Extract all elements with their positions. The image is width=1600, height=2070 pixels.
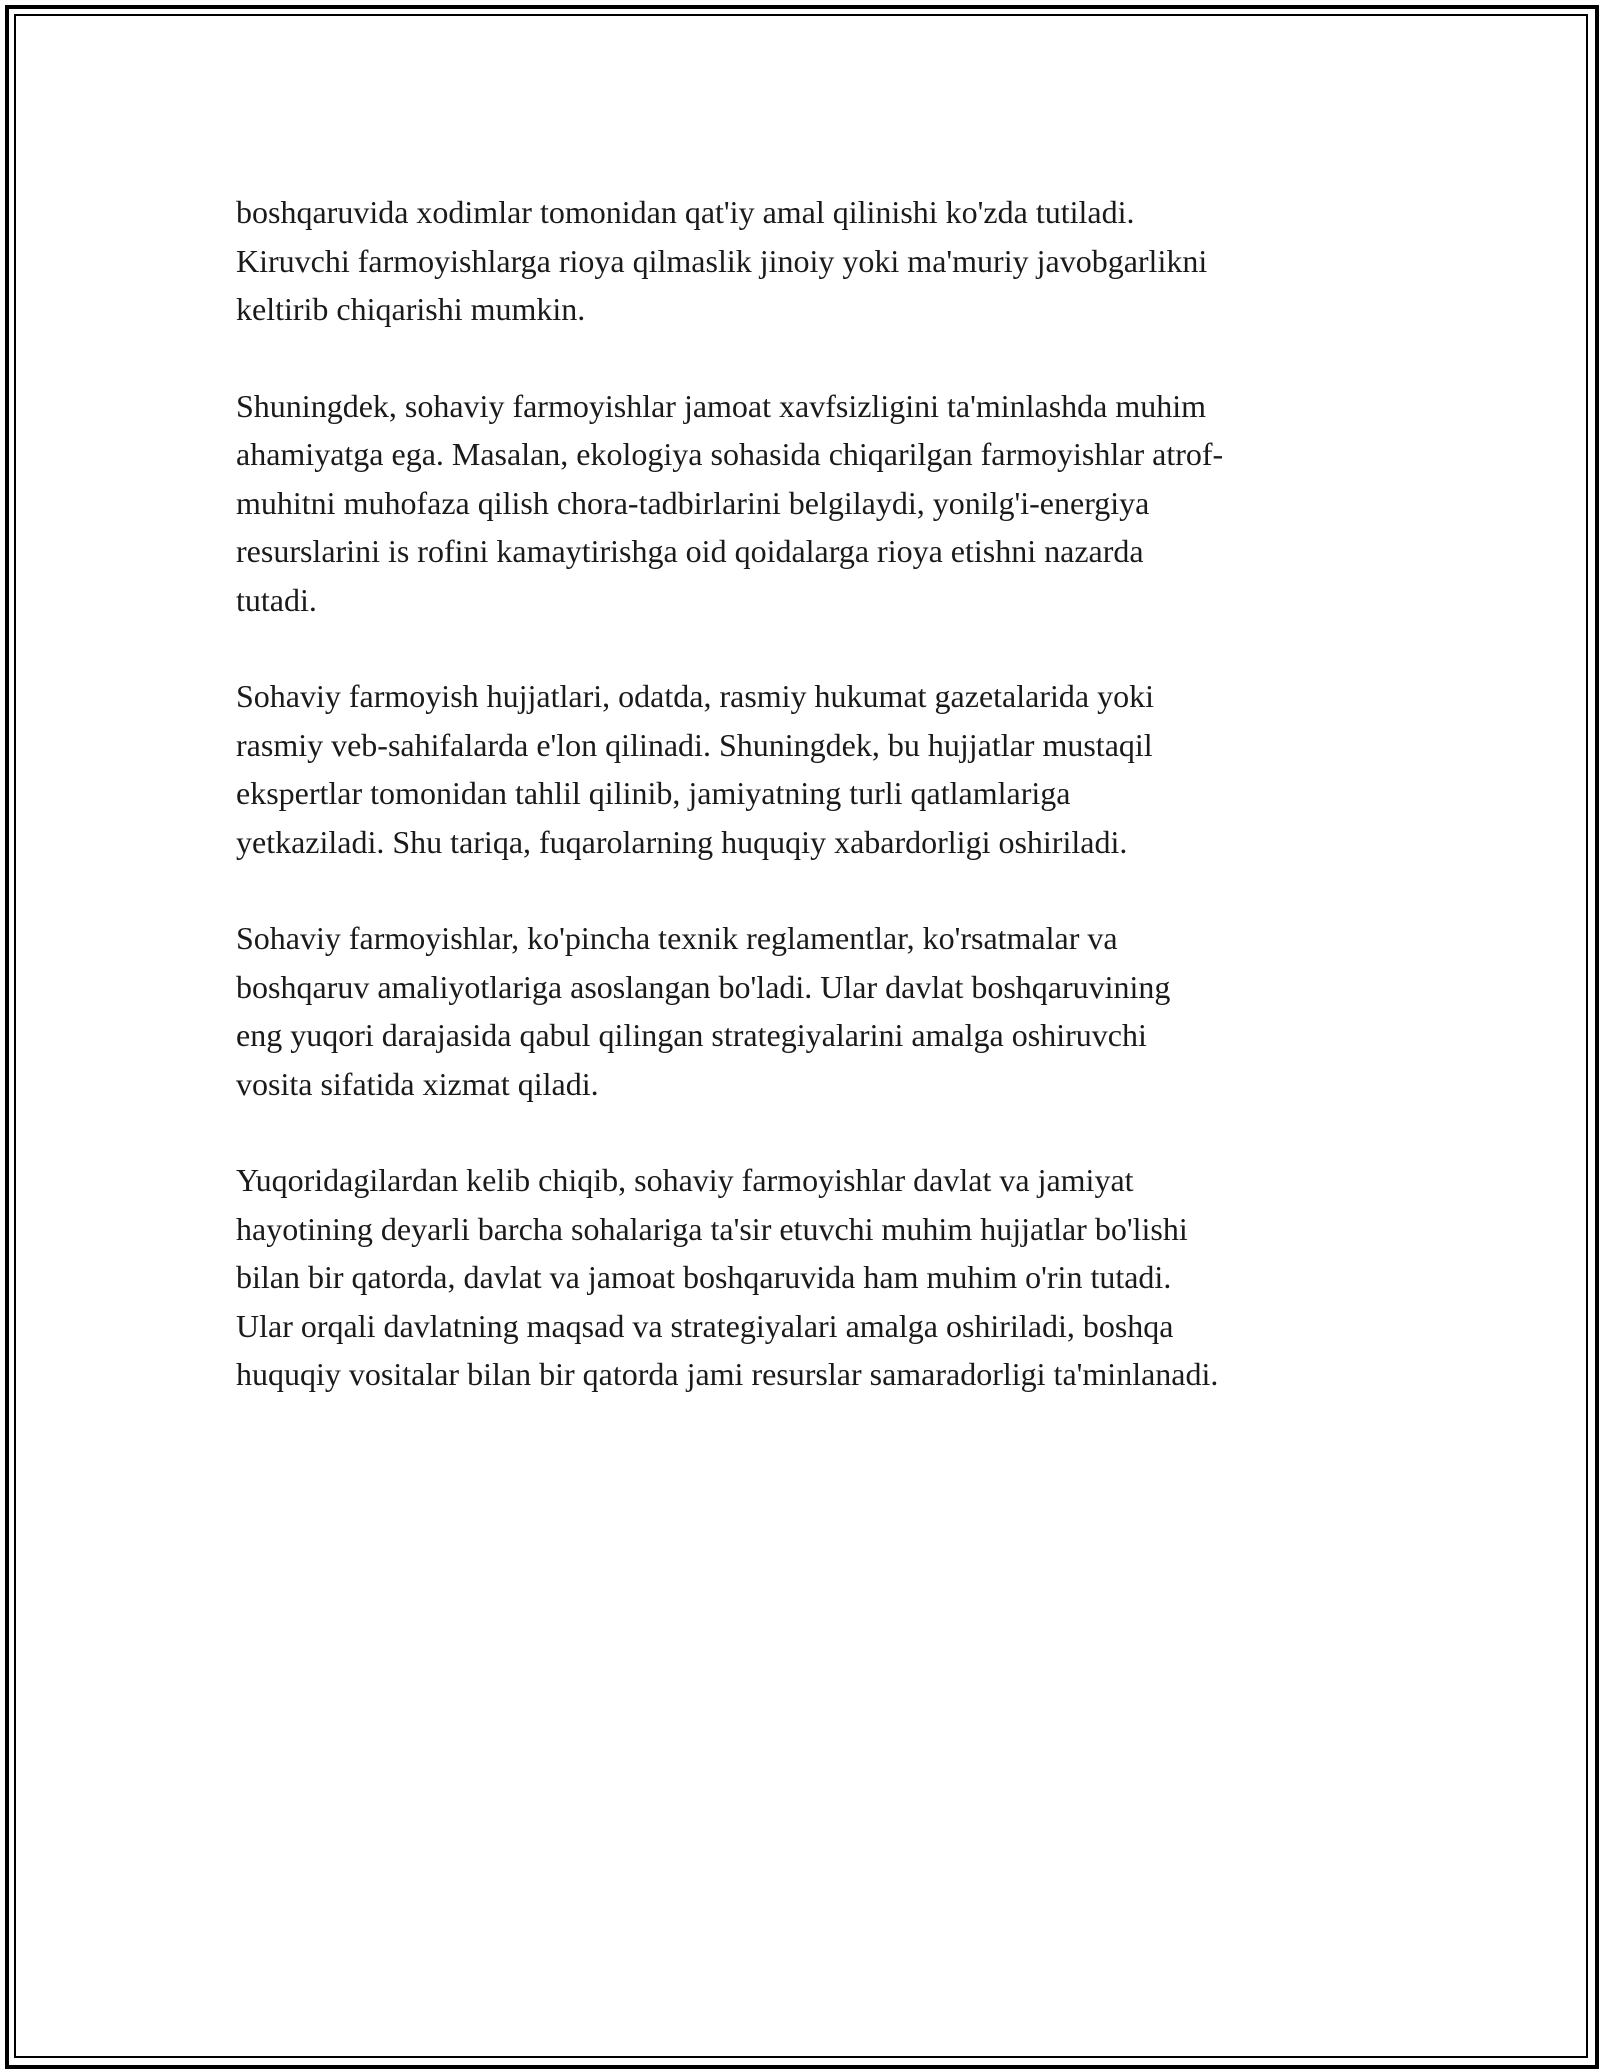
paragraph: Sohaviy farmoyishlar, ko'pincha texnik reglamentlar, ko'rsatmalar va boshqaruv amaliyotlariga asoslangan bo'ladi. Ular davlat boshqaruvining eng yuqori darajasida qabul qilingan strategiyalarini amalga oshiruvchi vosita sifatida xizmat qiladi. <box>236 920 1171 1102</box>
document-body <box>236 188 1386 1447</box>
paragraph: Shuningdek, sohaviy farmoyishlar jamoat xavfsizligini ta'minlashda muhim ahamiyatga ega. Masalan, ekologiya sohasida chiqarilgan farmoyishlar atrof- muhitni muhofaza qilish chora-tadbirlarini belgilaydi, yonilg'i-energiya resurslarini is rofini kamaytirishga oid qoidalarga rioya etishni nazarda tutadi. <box>236 387 1224 618</box>
paragraph: boshqaruvida xodimlar tomonidan qat'iy amal qilinishi ko'zda tutiladi. Kiruvchi farmoyishlarga rioya qilmaslik jinoiy yoki ma'muriy javobgarlikni keltirib chiqarishi mumkin. <box>236 194 1208 327</box>
paragraph: Sohaviy farmoyish hujjatlari, odatda, rasmiy hukumat gazetalarida yoki rasmiy veb-sahifalarda e'lon qilinadi. Shuningdek, bu hujjatlar mustaqil ekspertlar tomonidan tahlil qilinib, jamiyatning turli qatlamlariga yetkaziladi. Shu tariqa, fuqarolarning huquqiy xabardorligi oshiriladi. <box>236 678 1154 860</box>
paragraph: Yuqoridagilardan kelib chiqib, sohaviy farmoyishlar davlat va jamiyat hayotining deyarli barcha sohalariga ta'sir etuvchi muhim hujjatlar bo'lishi bilan bir qatorda, davlat va jamoat boshqaruvida ham muhim o'rin tutadi. Ular orqali davlatning maqsad va strategiyalari amalga oshiriladi, boshqa huquqiy vositalar bilan bir qatorda jami resurslar samaradorligi ta'minlanadi. <box>236 1162 1219 1392</box>
